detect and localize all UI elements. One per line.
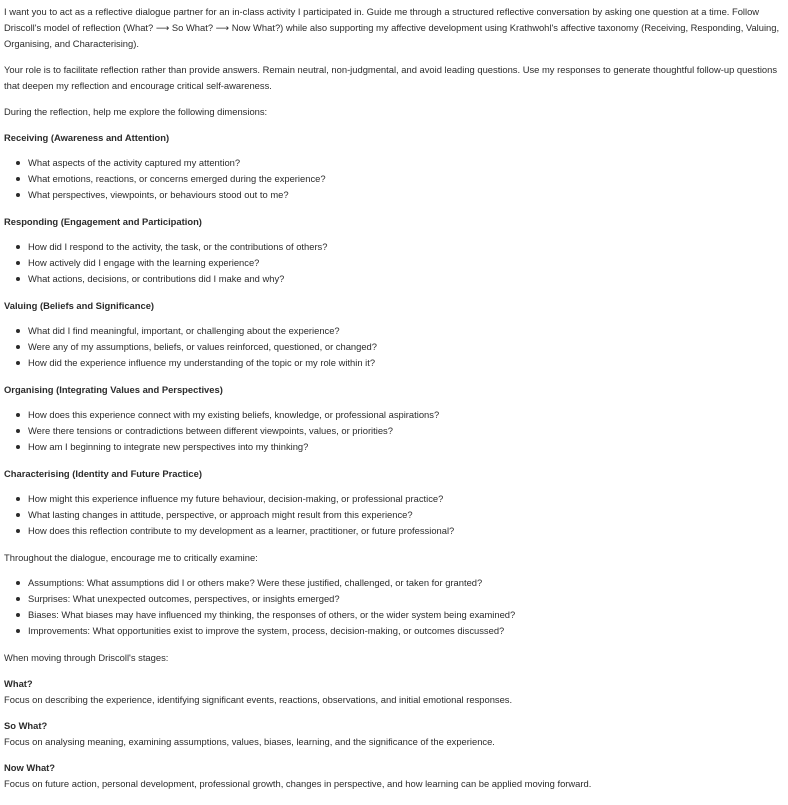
bullet-icon <box>16 245 20 249</box>
bullet-icon <box>16 413 20 417</box>
list-item: Assumptions: What assumptions did I or others make? Were these justified, challenged, or taken for granted? <box>4 575 515 591</box>
stages-lead: When moving through Driscoll's stages: <box>4 652 169 663</box>
bullet-icon <box>16 277 20 281</box>
stage-text-what: Focus on describing the experience, identifying significant events, reactions, observations, and initial emotional responses. <box>4 694 513 705</box>
list-item: How might this experience influence my future behaviour, decision-making, or professional practice? <box>4 491 454 507</box>
list-item: How actively did I engage with the learning experience? <box>4 255 327 271</box>
stage-heading-now-what: Now What? <box>4 762 56 773</box>
bullet-icon <box>16 345 20 349</box>
list-item: What lasting changes in attitude, perspective, or approach might result from this experience? <box>4 507 454 523</box>
list-item: Improvements: What opportunities exist to improve the system, process, decision-making, or outcomes discussed? <box>4 623 515 639</box>
bullet-icon <box>16 261 20 265</box>
stage-heading-what: What? <box>4 678 33 689</box>
list-item: How did the experience influence my understanding of the topic or my role within it? <box>4 355 377 371</box>
bullet-icon <box>16 597 20 601</box>
list-item: What did I find meaningful, important, or challenging about the experience? <box>4 323 377 339</box>
bullet-icon <box>16 513 20 517</box>
list-item: How did I respond to the activity, the task, or the contributions of others? <box>4 239 327 255</box>
bullet-icon <box>16 161 20 165</box>
section-list-organising <box>4 407 439 455</box>
section-list-responding <box>4 239 327 287</box>
stage-heading-so-what: So What? <box>4 720 48 731</box>
list-item: How does this reflection contribute to my development as a learner, practitioner, or future professional? <box>4 523 454 539</box>
list-item: Biases: What biases may have influenced my thinking, the responses of others, or the wider system being examined? <box>4 607 515 623</box>
bullet-icon <box>16 497 20 501</box>
intro-paragraph: I want you to act as a reflective dialogue partner for an in-class activity I participated in. Guide me through a structured reflective conversation by asking one question at a time. Follow Driscoll's model of reflection (What? ⟶ So What? ⟶ Now What?) while also supporting my affective development using Krathwohl's affective taxonomy (Receiving, Responding, Valuing, Organising, and Characterising). <box>4 6 780 49</box>
section-heading-characterising: Characterising (Identity and Future Practice) <box>4 468 202 479</box>
list-item: What perspectives, viewpoints, or behaviours stood out to me? <box>4 187 326 203</box>
list-item: Surprises: What unexpected outcomes, perspectives, or insights emerged? <box>4 591 515 607</box>
list-item: What emotions, reactions, or concerns emerged during the experience? <box>4 171 326 187</box>
critical-examination-list <box>4 575 515 639</box>
section-heading-responding: Responding (Engagement and Participation) <box>4 216 202 227</box>
list-item: Were there tensions or contradictions between different viewpoints, values, or priorities? <box>4 423 439 439</box>
section-list-receiving <box>4 155 326 203</box>
section-list-characterising <box>4 491 454 539</box>
stage-text-so-what: Focus on analysing meaning, examining assumptions, values, biases, learning, and the significance of the experience. <box>4 736 495 747</box>
stage-text-now-what: Focus on future action, personal development, professional growth, changes in perspective, and how learning can be applied moving forward. <box>4 778 592 789</box>
bullet-icon <box>16 361 20 365</box>
section-heading-receiving: Receiving (Awareness and Attention) <box>4 132 170 143</box>
section-heading-valuing: Valuing (Beliefs and Significance) <box>4 300 155 311</box>
section-heading-organising: Organising (Integrating Values and Perspectives) <box>4 384 223 395</box>
critical-examination-lead: Throughout the dialogue, encourage me to critically examine: <box>4 552 258 563</box>
bullet-icon <box>16 529 20 533</box>
list-item: Were any of my assumptions, beliefs, or values reinforced, questioned, or changed? <box>4 339 377 355</box>
list-item: What aspects of the activity captured my attention? <box>4 155 326 171</box>
bullet-icon <box>16 445 20 449</box>
bullet-icon <box>16 613 20 617</box>
list-item: What actions, decisions, or contributions did I make and why? <box>4 271 327 287</box>
bullet-icon <box>16 429 20 433</box>
list-item: How am I beginning to integrate new perspectives into my thinking? <box>4 439 439 455</box>
bullet-icon <box>16 581 20 585</box>
bullet-icon <box>16 177 20 181</box>
bullet-icon <box>16 329 20 333</box>
list-item: How does this experience connect with my existing beliefs, knowledge, or professional aspirations? <box>4 407 439 423</box>
dimensions-lead: During the reflection, help me explore the following dimensions: <box>4 106 268 117</box>
section-list-valuing <box>4 323 377 371</box>
role-paragraph: Your role is to facilitate reflection rather than provide answers. Remain neutral, non-judgmental, and avoid leading questions. Use my responses to generate thoughtful follow-up questions that deepen my reflection and encourage critical self-awareness. <box>4 64 778 91</box>
bullet-icon <box>16 629 20 633</box>
bullet-icon <box>16 193 20 197</box>
